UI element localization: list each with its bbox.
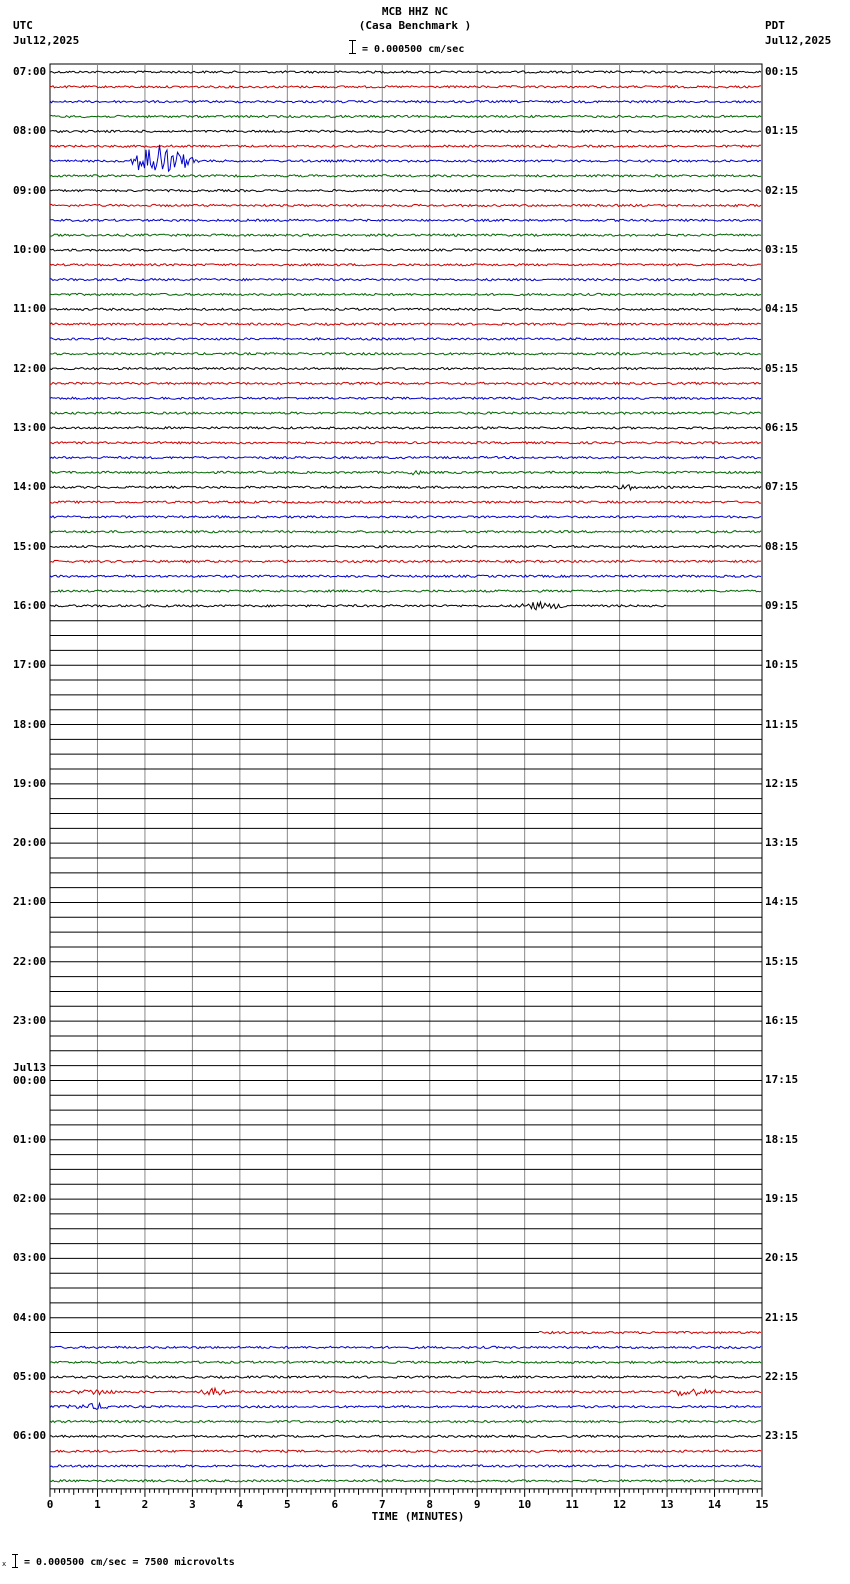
left-hour-label: 10:00 (13, 242, 47, 256)
seismic-trace (50, 1435, 761, 1437)
right-date: Jul12,2025 (765, 34, 832, 47)
plot-grid (50, 64, 762, 1489)
x-tick-label: 11 (565, 1497, 579, 1511)
right-hour-label: 01:15 (765, 124, 799, 138)
left-hour-label: 02:00 (13, 1192, 47, 1206)
left-hour-label: 06:00 (13, 1429, 47, 1443)
seismic-trace (50, 1420, 761, 1422)
left-hour-label: 22:00 (13, 954, 47, 968)
left-hour-label: 03:00 (13, 1251, 47, 1265)
x-tick-label: 10 (518, 1497, 532, 1511)
right-hour-label: 08:15 (765, 539, 799, 553)
seismic-trace (50, 219, 761, 221)
seismic-trace (50, 575, 761, 577)
seismic-trace (50, 442, 761, 444)
right-hour-label: 15:15 (765, 954, 799, 968)
seismic-trace (50, 86, 761, 88)
seismic-trace (50, 338, 761, 340)
seismic-trace (50, 1465, 761, 1467)
right-hour-label: 05:15 (765, 361, 799, 375)
seismic-trace (50, 1388, 761, 1395)
seismic-trace (50, 71, 761, 73)
left-hour-label: 20:00 (13, 836, 47, 850)
left-hour-label: 18:00 (13, 717, 47, 731)
right-hour-label: 22:15 (765, 1370, 799, 1384)
seismic-trace (50, 560, 761, 562)
left-hour-label: 01:00 (13, 1132, 47, 1146)
right-hour-label: 03:15 (765, 242, 799, 256)
x-tick-label: 6 (331, 1497, 339, 1511)
x-tick-label: 5 (284, 1497, 291, 1511)
left-hour-label: 04:00 (13, 1310, 47, 1324)
right-hour-label: 19:15 (765, 1192, 799, 1206)
right-timezone: PDT (765, 19, 785, 32)
right-hour-label: 10:15 (765, 658, 799, 672)
right-hour-label: 21:15 (765, 1310, 799, 1324)
seismic-trace (50, 397, 761, 399)
svg-text:x: x (2, 1560, 7, 1568)
seismic-trace (50, 279, 761, 281)
seismic-trace (50, 145, 761, 147)
seismic-trace (50, 101, 761, 103)
seismic-trace (50, 264, 761, 266)
seismic-trace (50, 353, 761, 355)
seismic-trace (50, 1403, 761, 1409)
x-tick-label: 1 (94, 1497, 101, 1511)
left-hour-label: 23:00 (13, 1014, 47, 1028)
seismic-trace (50, 1346, 761, 1348)
right-hour-label: 12:15 (765, 776, 799, 790)
left-hour-label: 21:00 (13, 895, 47, 909)
right-hour-label: 06:15 (765, 420, 799, 434)
seismic-trace (50, 531, 761, 533)
left-date-change: Jul13 (13, 1061, 47, 1074)
left-hour-label: 16:00 (13, 598, 47, 612)
left-hour-label: 11:00 (13, 302, 47, 316)
left-hour-label: 00:00 (13, 1074, 47, 1088)
seismic-trace (50, 175, 761, 177)
station-title: MCB HHZ NC (381, 5, 449, 18)
left-hour-label: 15:00 (13, 539, 47, 553)
calibration-text: = 0.000500 cm/sec = 7500 microvolts (24, 1557, 235, 1568)
plot-frame (50, 64, 762, 1489)
seismic-trace (50, 602, 667, 610)
right-hour-label: 02:15 (765, 183, 799, 197)
seismic-trace (50, 115, 761, 117)
seismic-trace (50, 204, 761, 206)
seismic-trace (50, 516, 761, 518)
x-tick-label: 8 (426, 1497, 434, 1511)
right-hour-label: 16:15 (765, 1014, 799, 1028)
seismic-trace (50, 1376, 761, 1378)
right-hour-label: 00:15 (765, 65, 799, 78)
x-tick-label: 4 (236, 1497, 244, 1511)
left-hour-label: 09:00 (13, 183, 47, 197)
seismic-trace (50, 1450, 761, 1452)
seismic-traces (50, 71, 762, 1482)
seismic-trace (50, 234, 761, 236)
right-hour-label: 18:15 (765, 1132, 799, 1146)
right-hour-label: 23:15 (765, 1429, 799, 1443)
right-hour-label: 04:15 (765, 302, 799, 316)
scale-text: = 0.000500 cm/sec (362, 44, 465, 55)
left-hour-label: 17:00 (13, 658, 47, 672)
left-hour-label: 05:00 (13, 1370, 47, 1384)
x-axis (50, 1489, 762, 1497)
seismic-trace (50, 457, 761, 459)
left-timezone: UTC (13, 19, 33, 32)
x-tick-label: 9 (473, 1497, 481, 1511)
seismic-trace (50, 427, 761, 429)
x-tick-label: 13 (660, 1497, 674, 1511)
right-hour-label: 07:15 (765, 480, 799, 494)
seismic-trace (50, 501, 761, 503)
seismic-trace (50, 323, 761, 325)
left-hour-label: 07:00 (13, 65, 47, 78)
x-tick-label: 0 (46, 1497, 54, 1511)
seismic-trace (50, 546, 761, 548)
right-hour-label: 20:15 (765, 1251, 799, 1265)
seismic-trace (50, 412, 761, 414)
seismic-trace (50, 485, 761, 490)
left-hour-label: 13:00 (13, 420, 47, 434)
left-hour-label: 19:00 (13, 776, 47, 790)
calibration-marker-icon (2, 1553, 18, 1567)
left-hour-label: 14:00 (13, 480, 47, 494)
x-tick-label: 2 (141, 1497, 149, 1511)
right-hour-label: 09:15 (765, 598, 799, 612)
seismic-trace (50, 308, 761, 310)
seismic-trace (50, 382, 761, 384)
seismic-trace (50, 145, 761, 171)
seismic-trace (50, 368, 761, 370)
x-tick-label: 15 (755, 1497, 769, 1511)
seismic-trace (50, 293, 761, 295)
seismic-trace (50, 190, 761, 192)
left-hour-label: 12:00 (13, 361, 47, 375)
seismic-trace (50, 471, 761, 475)
right-hour-label: 11:15 (765, 717, 799, 731)
x-tick-label: 7 (378, 1497, 386, 1511)
right-hour-label: 13:15 (765, 836, 799, 850)
seismic-trace (50, 1480, 761, 1482)
seismic-trace (50, 249, 761, 251)
seismic-trace (50, 1361, 761, 1363)
x-axis-label: TIME (MINUTES) (371, 1510, 465, 1523)
right-hour-label: 14:15 (765, 895, 799, 909)
seismic-trace (50, 590, 761, 592)
x-tick-label: 3 (189, 1497, 196, 1511)
left-hour-label: 08:00 (13, 124, 47, 138)
x-tick-label: 12 (612, 1497, 627, 1511)
seismic-trace (50, 130, 761, 132)
station-location: (Casa Benchmark ) (358, 19, 472, 32)
right-hour-label: 17:15 (765, 1073, 799, 1087)
left-date: Jul12,2025 (13, 34, 80, 47)
x-tick-label: 14 (707, 1497, 722, 1511)
